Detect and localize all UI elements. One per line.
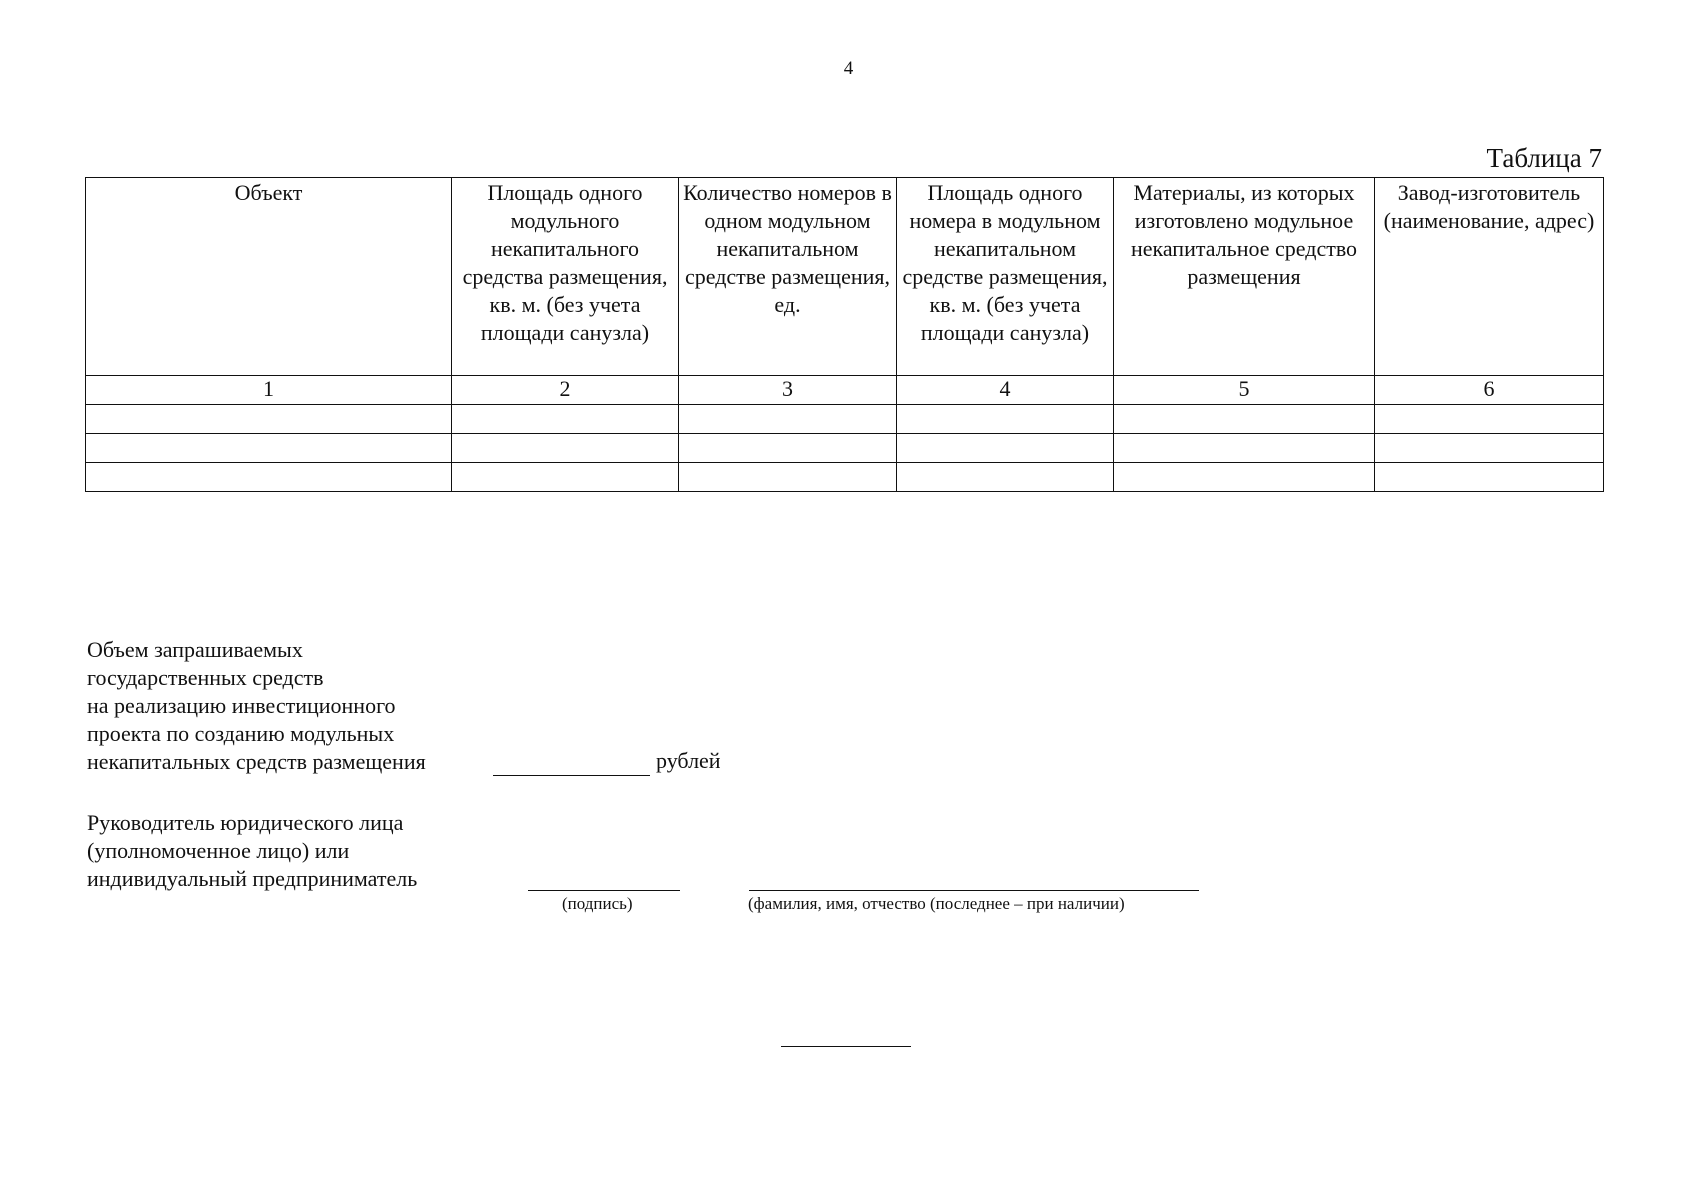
table-row [86, 434, 1604, 463]
table-cell[interactable] [86, 434, 452, 463]
funding-label-line: Объем запрашиваемых [87, 637, 303, 662]
full-name-field[interactable] [749, 870, 1199, 891]
funding-label-line: проекта по созданию модульных [87, 721, 395, 746]
page-number: 4 [843, 58, 854, 79]
table-cell[interactable] [1375, 405, 1604, 434]
table-cell[interactable] [1375, 434, 1604, 463]
table-cell[interactable] [1114, 434, 1375, 463]
signatory-label-line: Руководитель юридического лица [87, 810, 404, 835]
header-materials: Материалы, из которых изготовлено модульное некапитальное средство размещения [1114, 178, 1375, 376]
table-cell[interactable] [897, 463, 1114, 492]
header-room-count: Количество номеров в одном модульном некапитальном средстве размещения, ед. [679, 178, 897, 376]
funding-label-line: на реализацию инвестиционного [87, 693, 396, 718]
header-object: Объект [86, 178, 452, 376]
funding-label-line: государственных средств [87, 665, 324, 690]
table-cell[interactable] [897, 434, 1114, 463]
column-number: 5 [1114, 376, 1375, 405]
table-cell[interactable] [452, 405, 679, 434]
table-label: Таблица 7 [1486, 143, 1602, 173]
column-number: 2 [452, 376, 679, 405]
header-module-area: Площадь одного модульного некапитального средства размещения, кв. м. (без учета площади санузла) [452, 178, 679, 376]
full-name-caption: (фамилия, имя, отчество (последнее – при наличии) [748, 894, 1125, 913]
column-number: 6 [1375, 376, 1604, 405]
table-cell[interactable] [679, 405, 897, 434]
table-cell[interactable] [1114, 405, 1375, 434]
table-cell[interactable] [86, 463, 452, 492]
table-cell[interactable] [86, 405, 452, 434]
signatory-label-line: индивидуальный предприниматель [87, 866, 418, 891]
funding-label [87, 636, 426, 776]
funding-amount-field[interactable] [493, 753, 650, 776]
signatory-label [87, 809, 417, 893]
table-cell[interactable] [679, 463, 897, 492]
table-cell[interactable] [1114, 463, 1375, 492]
signatory-label-line: (уполномоченное лицо) или [87, 838, 350, 863]
table-cell[interactable] [679, 434, 897, 463]
data-table [85, 177, 1604, 492]
header-manufacturer: Завод-изготовитель (наименование, адрес) [1375, 178, 1604, 376]
funding-unit: рублей [656, 748, 721, 773]
signature-caption: (подпись) [562, 894, 633, 913]
column-number: 3 [679, 376, 897, 405]
table-cell[interactable] [452, 434, 679, 463]
table-cell[interactable] [452, 463, 679, 492]
column-number-row [86, 376, 1604, 405]
table-row [86, 405, 1604, 434]
funding-label-line: некапитальных средств размещения [87, 749, 426, 774]
table-header-row [86, 178, 1604, 376]
table-cell[interactable] [897, 405, 1114, 434]
signature-field[interactable] [528, 870, 680, 891]
header-room-area: Площадь одного номера в модульном некапитальном средстве размещения, кв. м. (без учета площади санузла) [897, 178, 1114, 376]
closing-divider [781, 1032, 911, 1047]
column-number: 4 [897, 376, 1114, 405]
table-row [86, 463, 1604, 492]
table-cell[interactable] [1375, 463, 1604, 492]
column-number: 1 [86, 376, 452, 405]
